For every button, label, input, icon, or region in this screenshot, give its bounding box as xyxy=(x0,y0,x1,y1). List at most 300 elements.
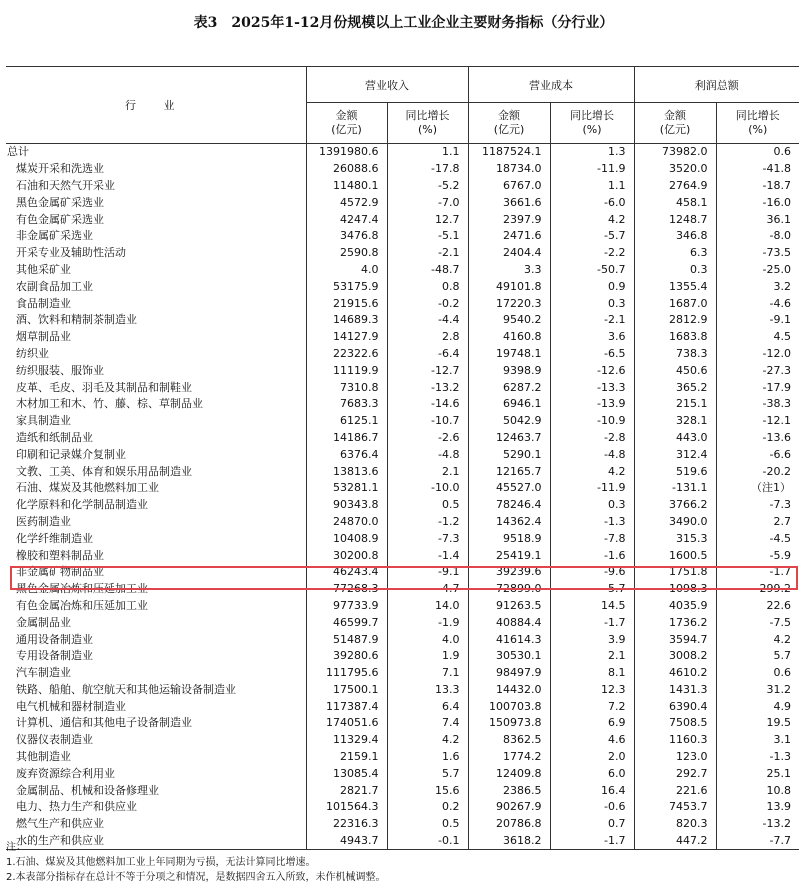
value-cell: -73.5 xyxy=(762,246,791,260)
value-cell: -131.1 xyxy=(634,480,716,497)
value-cell: -11.9 xyxy=(550,480,634,497)
profit-amount-header: 金额 (亿元) xyxy=(634,103,716,144)
value-cell: -4.6 xyxy=(769,296,791,310)
value-cell: 3766.2 xyxy=(634,497,716,514)
value-cell: 1.1 xyxy=(387,144,468,161)
industry-cell: 非金属矿采选业 xyxy=(6,228,306,245)
value-cell: -1.7 xyxy=(550,614,634,631)
value-cell: 39280.6 xyxy=(306,648,387,665)
value-cell: 40884.4 xyxy=(468,614,550,631)
value-cell: 97733.9 xyxy=(306,598,387,615)
table-row xyxy=(6,648,799,665)
value-cell: -6.4 xyxy=(387,346,468,363)
table-row xyxy=(6,278,799,295)
financial-indicators-table xyxy=(6,66,799,850)
table-row xyxy=(6,312,799,329)
value-cell: 5290.1 xyxy=(468,446,550,463)
table-row xyxy=(6,362,799,379)
value-cell: 1736.2 xyxy=(634,614,716,631)
value-cell: 111795.6 xyxy=(306,665,387,682)
table-row xyxy=(6,480,799,497)
value-cell: 25419.1 xyxy=(468,547,550,564)
table-row xyxy=(6,245,799,262)
value-cell: 4035.9 xyxy=(634,598,716,615)
table-row xyxy=(6,581,799,598)
value-cell: -7.3 xyxy=(387,530,468,547)
value-cell: 90343.8 xyxy=(306,497,387,514)
industry-cell: 燃气生产和供应业 xyxy=(6,816,306,833)
value-cell: -5.1 xyxy=(387,228,468,245)
value-cell: 12409.8 xyxy=(468,765,550,782)
value-cell: 13.3 xyxy=(387,682,468,699)
cost-amount-header: 金额 (亿元) xyxy=(468,103,550,144)
value-cell: 26088.6 xyxy=(306,161,387,178)
value-cell: 2404.4 xyxy=(468,245,550,262)
value-cell: 1355.4 xyxy=(634,278,716,295)
table-row xyxy=(6,295,799,312)
value-cell: 78246.4 xyxy=(468,497,550,514)
value-cell: 312.4 xyxy=(634,446,716,463)
value-cell: 2397.9 xyxy=(468,211,550,228)
value-cell: 1160.3 xyxy=(634,732,716,749)
value-cell: 12463.7 xyxy=(468,430,550,447)
cost-growth-header: 同比增长 (%) xyxy=(550,103,634,144)
industry-cell: 医药制造业 xyxy=(6,514,306,531)
value-cell: 25.1 xyxy=(766,766,791,780)
industry-cell: 纺织业 xyxy=(6,346,306,363)
industry-cell: 石油、煤炭及其他燃料加工业 xyxy=(6,480,306,497)
value-cell: 820.3 xyxy=(634,816,716,833)
value-cell: 221.6 xyxy=(634,782,716,799)
value-cell: -0.6 xyxy=(550,799,634,816)
value-cell: 519.6 xyxy=(634,463,716,480)
value-cell: -17.9 xyxy=(762,380,791,394)
cost-header: 营业成本 xyxy=(468,67,634,103)
value-cell: 1.3 xyxy=(550,144,634,161)
value-cell: 1683.8 xyxy=(634,329,716,346)
value-cell: 328.1 xyxy=(634,413,716,430)
value-cell: 174051.6 xyxy=(306,715,387,732)
industry-cell: 仪器仪表制造业 xyxy=(6,732,306,749)
value-cell: 2590.8 xyxy=(306,245,387,262)
table-row xyxy=(6,782,799,799)
value-cell: 450.6 xyxy=(634,362,716,379)
industry-cell: 其他制造业 xyxy=(6,749,306,766)
value-cell: 14127.9 xyxy=(306,329,387,346)
table-row xyxy=(6,547,799,564)
value-cell: 2812.9 xyxy=(634,312,716,329)
value-cell: -11.9 xyxy=(550,161,634,178)
value-cell: 3008.2 xyxy=(634,648,716,665)
value-cell: 6.9 xyxy=(550,715,634,732)
table-row xyxy=(6,194,799,211)
value-cell: 1.1 xyxy=(550,178,634,195)
industry-cell: 家具制造业 xyxy=(6,413,306,430)
value-cell: -12.1 xyxy=(762,414,791,428)
industry-cell: 其他采矿业 xyxy=(6,262,306,279)
value-cell: -1.3 xyxy=(769,750,791,764)
value-cell: 1098.3 xyxy=(634,581,716,598)
table-row xyxy=(6,732,799,749)
notes-heading: 注： xyxy=(6,842,26,853)
value-cell: -2.1 xyxy=(387,245,468,262)
value-cell: 15.6 xyxy=(387,782,468,799)
value-cell: 3.2 xyxy=(773,279,791,293)
value-cell: -6.0 xyxy=(550,194,634,211)
value-cell: 4.0 xyxy=(306,262,387,279)
industry-cell: 有色金属矿采选业 xyxy=(6,211,306,228)
table-row xyxy=(6,816,799,833)
value-cell: 7453.7 xyxy=(634,799,716,816)
value-cell: 19748.1 xyxy=(468,346,550,363)
table-row xyxy=(6,665,799,682)
value-cell: 2471.6 xyxy=(468,228,550,245)
value-cell: 14362.4 xyxy=(468,514,550,531)
value-cell: 6.0 xyxy=(550,765,634,782)
table-title: 表3 2025年1-12月份规模以上工业企业主要财务指标（分行业） xyxy=(193,15,614,31)
value-cell: 101564.3 xyxy=(306,799,387,816)
value-cell: 6946.1 xyxy=(468,396,550,413)
value-cell: 17220.3 xyxy=(468,295,550,312)
industry-cell: 石油和天然气开采业 xyxy=(6,178,306,195)
value-cell: -1.2 xyxy=(387,514,468,531)
table-row xyxy=(6,765,799,782)
value-cell: -13.3 xyxy=(550,379,634,396)
value-cell: -27.3 xyxy=(762,363,791,377)
value-cell: 5.7 xyxy=(773,649,791,663)
value-cell: 150973.8 xyxy=(468,715,550,732)
value-cell: 46243.4 xyxy=(306,564,387,581)
value-cell: 0.6 xyxy=(773,145,791,159)
industry-cell: 木材加工和木、竹、藤、棕、草制品业 xyxy=(6,396,306,413)
value-cell: 4610.2 xyxy=(634,665,716,682)
value-cell: 1751.8 xyxy=(634,564,716,581)
value-cell: 39239.6 xyxy=(468,564,550,581)
table-row xyxy=(6,497,799,514)
value-cell: 3.1 xyxy=(773,733,791,747)
value-cell: 0.5 xyxy=(387,816,468,833)
value-cell: 9398.9 xyxy=(468,362,550,379)
table-row xyxy=(6,211,799,228)
value-cell: -4.7 xyxy=(387,581,468,598)
profit-growth-header: 同比增长 (%) xyxy=(716,103,799,144)
value-cell: -7.8 xyxy=(550,530,634,547)
value-cell: 1687.0 xyxy=(634,295,716,312)
value-cell: -25.0 xyxy=(762,262,791,276)
industry-cell: 电力、热力生产和供应业 xyxy=(6,799,306,816)
value-cell: 6.3 xyxy=(634,245,716,262)
value-cell: -13.9 xyxy=(550,396,634,413)
table-row xyxy=(6,514,799,531)
table-row xyxy=(6,346,799,363)
value-cell: 7508.5 xyxy=(634,715,716,732)
revenue-growth-header: 同比增长 (%) xyxy=(387,103,468,144)
value-cell: 3476.8 xyxy=(306,228,387,245)
total-row xyxy=(6,144,799,161)
value-cell: -7.7 xyxy=(716,833,799,850)
value-cell: -1.7 xyxy=(550,833,634,850)
value-cell: 443.0 xyxy=(634,430,716,447)
table-row xyxy=(6,614,799,631)
value-cell: 13.9 xyxy=(766,800,791,814)
note-1: 1.石油、煤炭及其他燃料加工业上年同期为亏损，无法计算同比增速。 xyxy=(6,857,316,868)
industry-cell: 食品制造业 xyxy=(6,295,306,312)
industry-cell: 有色金属冶炼和压延加工业 xyxy=(6,598,306,615)
value-cell: 31.2 xyxy=(766,682,791,696)
value-cell: 4247.4 xyxy=(306,211,387,228)
value-cell: 91263.5 xyxy=(468,598,550,615)
value-cell: -16.0 xyxy=(762,195,791,209)
value-cell: 90267.9 xyxy=(468,799,550,816)
value-cell: 3520.0 xyxy=(634,161,716,178)
industry-cell: 开采专业及辅助性活动 xyxy=(6,245,306,262)
value-cell: 2386.5 xyxy=(468,782,550,799)
value-cell: -1.6 xyxy=(550,547,634,564)
value-cell: 24870.0 xyxy=(306,514,387,531)
value-cell: 53281.1 xyxy=(306,480,387,497)
value-cell: 3490.0 xyxy=(634,514,716,531)
value-cell: 9518.9 xyxy=(468,530,550,547)
value-cell: -0.1 xyxy=(387,833,468,850)
table-row xyxy=(6,749,799,766)
value-cell: 2.7 xyxy=(773,514,791,528)
value-cell: 8362.5 xyxy=(468,732,550,749)
value-cell: -6.5 xyxy=(550,346,634,363)
value-cell: 2159.1 xyxy=(306,749,387,766)
value-cell: 10.8 xyxy=(766,783,791,797)
value-cell: -8.0 xyxy=(769,229,791,243)
value-cell: 36.1 xyxy=(766,212,791,226)
value-cell: 1.9 xyxy=(387,648,468,665)
value-cell: 9540.2 xyxy=(468,312,550,329)
value-cell: 21915.6 xyxy=(306,295,387,312)
industry-cell: 专用设备制造业 xyxy=(6,648,306,665)
value-cell: -12.6 xyxy=(550,362,634,379)
value-cell: -10.9 xyxy=(550,413,634,430)
table-row xyxy=(6,430,799,447)
value-cell: 315.3 xyxy=(634,530,716,547)
value-cell: 7.4 xyxy=(387,715,468,732)
value-cell: 30530.1 xyxy=(468,648,550,665)
value-cell: -1.7 xyxy=(769,565,791,579)
value-cell: 738.3 xyxy=(634,346,716,363)
value-cell: -10.0 xyxy=(387,480,468,497)
industry-cell: 金属制品业 xyxy=(6,614,306,631)
value-cell: -50.7 xyxy=(550,262,634,279)
value-cell: 0.3 xyxy=(550,497,634,514)
table-row xyxy=(6,598,799,615)
value-cell: -2.6 xyxy=(387,430,468,447)
value-cell: 7.1 xyxy=(387,665,468,682)
value-cell: 14.5 xyxy=(550,598,634,615)
value-cell: 3.3 xyxy=(468,262,550,279)
value-cell: -38.3 xyxy=(762,397,791,411)
industry-cell: 通用设备制造业 xyxy=(6,631,306,648)
value-cell: 14.0 xyxy=(387,598,468,615)
value-cell: 18734.0 xyxy=(468,161,550,178)
value-cell: 14432.0 xyxy=(468,682,550,699)
industry-cell: 金属制品、机械和设备修理业 xyxy=(6,782,306,799)
value-cell: -2.8 xyxy=(550,430,634,447)
value-cell: 16.4 xyxy=(550,782,634,799)
value-cell: 5042.9 xyxy=(468,413,550,430)
value-cell: 4.0 xyxy=(387,631,468,648)
industry-cell: 造纸和纸制品业 xyxy=(6,430,306,447)
value-cell: 4.2 xyxy=(550,211,634,228)
table-notes xyxy=(6,840,386,885)
table-row xyxy=(6,178,799,195)
table-body xyxy=(6,144,799,850)
industry-cell: 废弃资源综合利用业 xyxy=(6,765,306,782)
value-cell: 22316.3 xyxy=(306,816,387,833)
value-cell: 13813.6 xyxy=(306,463,387,480)
value-cell: 7683.3 xyxy=(306,396,387,413)
value-cell: 77268.3 xyxy=(306,581,387,598)
value-cell: 5.7 xyxy=(387,765,468,782)
value-cell: -1.4 xyxy=(387,547,468,564)
value-cell: 13085.4 xyxy=(306,765,387,782)
value-cell: （注1） xyxy=(751,481,791,495)
table-row xyxy=(6,631,799,648)
value-cell: 53175.9 xyxy=(306,278,387,295)
value-cell: 6125.1 xyxy=(306,413,387,430)
value-cell: -7.0 xyxy=(387,194,468,211)
value-cell: 0.7 xyxy=(550,816,634,833)
industry-cell: 铁路、船舶、航空航天和其他运输设备制造业 xyxy=(6,682,306,699)
table-row xyxy=(6,698,799,715)
value-cell: -5.9 xyxy=(769,548,791,562)
value-cell: -9.1 xyxy=(387,564,468,581)
value-cell: -0.2 xyxy=(387,295,468,312)
industry-cell: 纺织服装、服饰业 xyxy=(6,362,306,379)
industry-cell: 烟草制品业 xyxy=(6,329,306,346)
table-row xyxy=(6,564,799,581)
value-cell: -12.0 xyxy=(762,346,791,360)
value-cell: 11480.1 xyxy=(306,178,387,195)
value-cell: 4.2 xyxy=(550,463,634,480)
value-cell: -48.7 xyxy=(387,262,468,279)
table-row xyxy=(6,396,799,413)
value-cell: 1600.5 xyxy=(634,547,716,564)
value-cell: 6287.2 xyxy=(468,379,550,396)
table-row xyxy=(6,799,799,816)
value-cell: 215.1 xyxy=(634,396,716,413)
value-cell: 4943.7 xyxy=(306,833,387,850)
industry-cell: 电气机械和器材制造业 xyxy=(6,698,306,715)
value-cell: 0.8 xyxy=(387,278,468,295)
value-cell: 6376.4 xyxy=(306,446,387,463)
value-cell: 4.6 xyxy=(550,732,634,749)
value-cell: -17.8 xyxy=(387,161,468,178)
value-cell: 2.1 xyxy=(550,648,634,665)
value-cell: 12165.7 xyxy=(468,463,550,480)
value-cell: -7.3 xyxy=(769,498,791,512)
value-cell: -41.8 xyxy=(762,162,791,176)
value-cell: 117387.4 xyxy=(306,698,387,715)
value-cell: -5.2 xyxy=(387,178,468,195)
industry-cell: 总计 xyxy=(6,144,306,161)
value-cell: 30200.8 xyxy=(306,547,387,564)
value-cell: 0.6 xyxy=(773,666,791,680)
value-cell: 22322.6 xyxy=(306,346,387,363)
value-cell: 2821.7 xyxy=(306,782,387,799)
profit-header: 利润总额 xyxy=(634,67,799,103)
value-cell: 6390.4 xyxy=(634,698,716,715)
value-cell: -13.2 xyxy=(387,379,468,396)
industry-header: 行 业 xyxy=(6,67,306,144)
value-cell: 1391980.6 xyxy=(306,144,387,161)
value-cell: 49101.8 xyxy=(468,278,550,295)
value-cell: 0.3 xyxy=(634,262,716,279)
value-cell: 123.0 xyxy=(634,749,716,766)
value-cell: -2.1 xyxy=(550,312,634,329)
value-cell: -5.7 xyxy=(550,581,634,598)
value-cell: 6.4 xyxy=(387,698,468,715)
value-cell: 12.7 xyxy=(387,211,468,228)
value-cell: 12.3 xyxy=(550,682,634,699)
table-row xyxy=(6,463,799,480)
value-cell: 73982.0 xyxy=(634,144,716,161)
value-cell: 292.7 xyxy=(634,765,716,782)
value-cell: 346.8 xyxy=(634,228,716,245)
value-cell: -18.7 xyxy=(762,178,791,192)
value-cell: 41614.3 xyxy=(468,631,550,648)
value-cell: -13.2 xyxy=(762,817,791,831)
value-cell: -20.2 xyxy=(762,464,791,478)
value-cell: 1774.2 xyxy=(468,749,550,766)
table-row xyxy=(6,446,799,463)
value-cell: 51487.9 xyxy=(306,631,387,648)
value-cell: 7310.8 xyxy=(306,379,387,396)
value-cell: 46599.7 xyxy=(306,614,387,631)
value-cell: 365.2 xyxy=(634,379,716,396)
value-cell: 1248.7 xyxy=(634,211,716,228)
value-cell: 1431.3 xyxy=(634,682,716,699)
value-cell: -10.7 xyxy=(387,413,468,430)
industry-cell: 文教、工美、体育和娱乐用品制造业 xyxy=(6,463,306,480)
value-cell: 72899.0 xyxy=(468,581,550,598)
industry-cell: 皮革、毛皮、羽毛及其制品和制鞋业 xyxy=(6,379,306,396)
value-cell: -9.1 xyxy=(769,313,791,327)
value-cell: -2.2 xyxy=(550,245,634,262)
value-cell: 3661.6 xyxy=(468,194,550,211)
value-cell: 20786.8 xyxy=(468,816,550,833)
value-cell: 447.2 xyxy=(634,833,716,850)
value-cell: 17500.1 xyxy=(306,682,387,699)
value-cell: 4160.8 xyxy=(468,329,550,346)
value-cell: 10408.9 xyxy=(306,530,387,547)
table-row xyxy=(6,329,799,346)
value-cell: 4.9 xyxy=(773,699,791,713)
value-cell: -14.6 xyxy=(387,396,468,413)
value-cell: 2764.9 xyxy=(634,178,716,195)
value-cell: 1187524.1 xyxy=(468,144,550,161)
value-cell: 0.9 xyxy=(550,278,634,295)
value-cell: 7.2 xyxy=(550,698,634,715)
value-cell: -13.6 xyxy=(762,430,791,444)
industry-cell: 橡胶和塑料制品业 xyxy=(6,547,306,564)
value-cell: 1.6 xyxy=(387,749,468,766)
value-cell: 14689.3 xyxy=(306,312,387,329)
industry-cell: 计算机、通信和其他电子设备制造业 xyxy=(6,715,306,732)
value-cell: 8.1 xyxy=(550,665,634,682)
value-cell: 98497.9 xyxy=(468,665,550,682)
value-cell: -1.3 xyxy=(550,514,634,531)
table-row xyxy=(6,262,799,279)
value-cell: 458.1 xyxy=(634,194,716,211)
value-cell: 4572.9 xyxy=(306,194,387,211)
value-cell: 3594.7 xyxy=(634,631,716,648)
